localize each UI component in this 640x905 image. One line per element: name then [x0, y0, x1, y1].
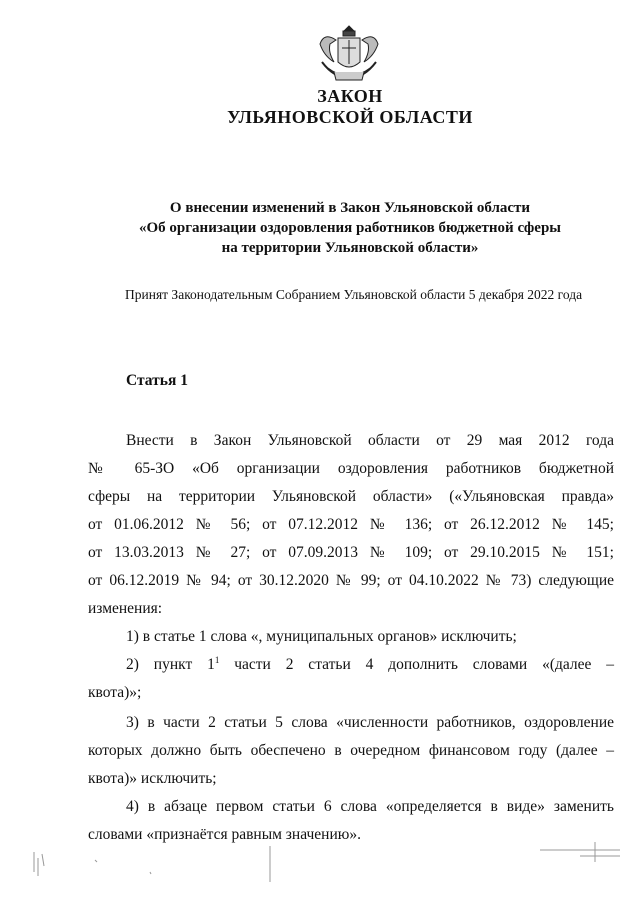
item2-part-b: части 2 статьи 4 дополнить словами «(далее –: [219, 656, 615, 673]
subject-line2: «Об организации оздоровления работников бюджетной сферы: [138, 220, 561, 236]
intro-line: от 06.12.2019 № 94; от 30.12.2020 № 99; от 04.10.2022 № 73) следующие: [88, 572, 614, 589]
article-heading: Статья 1: [126, 372, 188, 389]
subject-line1: О внесении изменений в Закон Ульяновской области: [169, 200, 531, 216]
item2-superscript: 1: [214, 655, 220, 665]
list-item-1: 1) в статье 1 слова «, муниципальных органов» исключить;: [126, 628, 517, 645]
list-item-2: [126, 654, 614, 676]
list-item-3: 3) в части 2 статьи 5 слова «численности работников, оздоровление: [126, 714, 614, 731]
intro-line: сферы на территории Ульяновской области» («Ульяновская правда»: [88, 488, 614, 505]
intro-line: № 65-ЗО «Об организации оздоровления работников бюджетной: [88, 460, 614, 477]
intro-line: от 01.06.2012 № 56; от 07.12.2012 № 136; от 26.12.2012 № 145;: [88, 516, 614, 533]
intro-line: от 13.03.2013 № 27; от 07.09.2013 № 109; от 29.10.2015 № 151;: [88, 544, 614, 561]
item2-part-a: 2) пункт 1: [126, 656, 215, 673]
law-title-line2: УЛЬЯНОВСКОЙ ОБЛАСТИ: [227, 107, 473, 127]
coat-of-arms-emblem: [314, 22, 384, 84]
list-item-4: 4) в абзаце первом статьи 6 слова «определяется в виде» заменить: [126, 798, 614, 815]
intro-line: изменения:: [88, 600, 163, 617]
list-item-3-continued: которых должно быть обеспечено в очередном финансовом году (далее –: [88, 742, 614, 759]
list-item-2-continued: квота)»;: [88, 684, 142, 701]
list-item-4-continued: словами «признаётся равным значению».: [88, 826, 361, 843]
scan-artifacts: [20, 832, 620, 892]
adoption-statement: Принят Законодательным Собранием Ульяновской области 5 декабря 2022 года: [125, 287, 583, 302]
subject-line3: на территории Ульяновской области»: [221, 240, 479, 256]
intro-line: Внести в Закон Ульяновской области от 29 мая 2012 года: [126, 432, 614, 449]
list-item-3-continued: квота)» исключить;: [88, 770, 217, 787]
law-title-line1: ЗАКОН: [317, 86, 383, 106]
